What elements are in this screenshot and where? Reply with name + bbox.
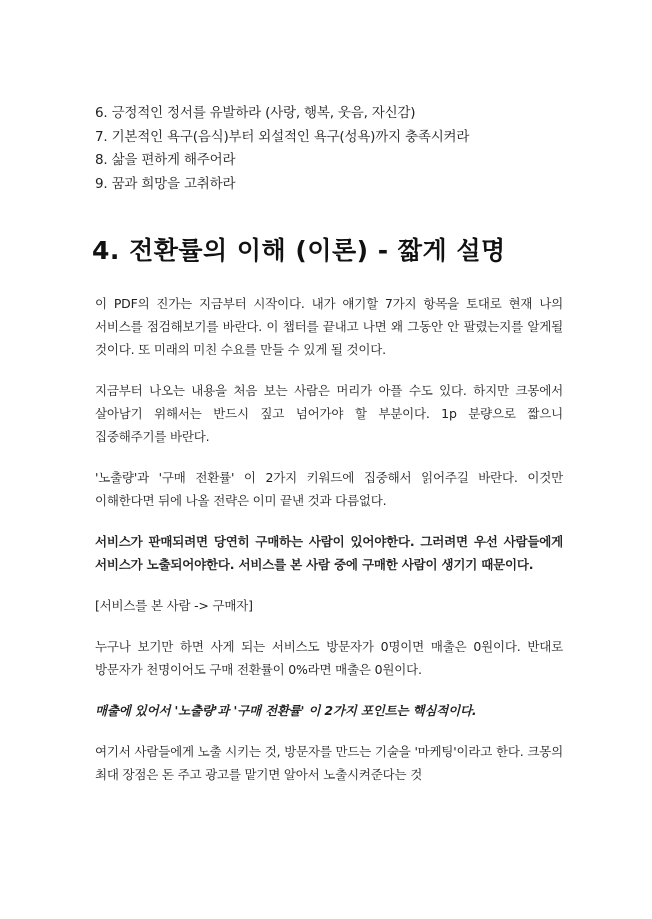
paragraph-exposure: 서비스가 판매되려면 당연히 구매하는 사람이 있어야한다. 그러려면 우선 사람들에게 서비스가 노출되어야한다. 서비스를 본 사람 중에 구매한 사람이 생기기 때문이다. [95,534,563,572]
list-item: 6. 긍정적인 정서를 유발하라 (사랑, 행복, 웃음, 자신감) [95,105,416,121]
paragraph-keywords: '노출량'과 '구매 전환률' 이 2가지 키워드에 집중해서 읽어주길 바란다. 이것만 이해한다면 뒤에 나올 전략은 이미 끝낸 것과 다름없다. [95,470,563,508]
numbered-list [95,102,565,196]
list-item: 7. 기본적인 욕구(음식)부터 외설적인 욕구(성욕)까지 충족시켜라 [95,128,470,145]
paragraph-warning: 지금부터 나오는 내용을 처음 보는 사람은 머리가 아플 수도 있다. 하지만 크몽에서 살아남기 위해서는 반드시 짚고 넘어가야 할 부분이다. 1p 분량으로 짧으니 집중해주기를 바란다. [95,383,563,444]
section-heading: 4. 전환률의 이해 (이론) - 짧게 설명 [92,236,506,265]
list-item: 9. 꿈과 희망을 고취하라 [95,175,236,192]
paragraph-flow: [서비스를 본 사람 -> 구매자] [95,598,253,613]
list-item: 8. 삶을 편하게 해주어라 [95,152,236,168]
paragraph-key-point: 매출에 있어서 '노출량'과 '구매 전환률' 이 2가지 포인트는 핵심적이다. [95,703,477,718]
section-body [95,292,563,804]
paragraph-revenue: 누구나 보기만 하면 사게 되는 서비스도 방문자가 0명이면 매출은 0원이다. 반대로 방문자가 천명이어도 구매 전환률이 0%라면 매출은 0원이다. [95,639,563,677]
paragraph-intro: 이 PDF의 진가는 지금부터 시작이다. 내가 얘기할 7가지 항목을 토대로 현재 나의 서비스를 점검해보기를 바란다. 이 챕터를 끝내고 나면 왜 그동안 안 팔렸는지를 알게될 것이다. 또 미래의 미친 수요를 만들 수 있게 될 것이다. [95,296,563,357]
paragraph-marketing: 여기서 사람들에게 노출 시키는 것, 방문자를 만드는 기술을 '마케팅'이라고 한다. 크몽의 최대 장점은 돈 주고 광고를 맡기면 알아서 노출시켜준다는 것 [95,744,563,782]
